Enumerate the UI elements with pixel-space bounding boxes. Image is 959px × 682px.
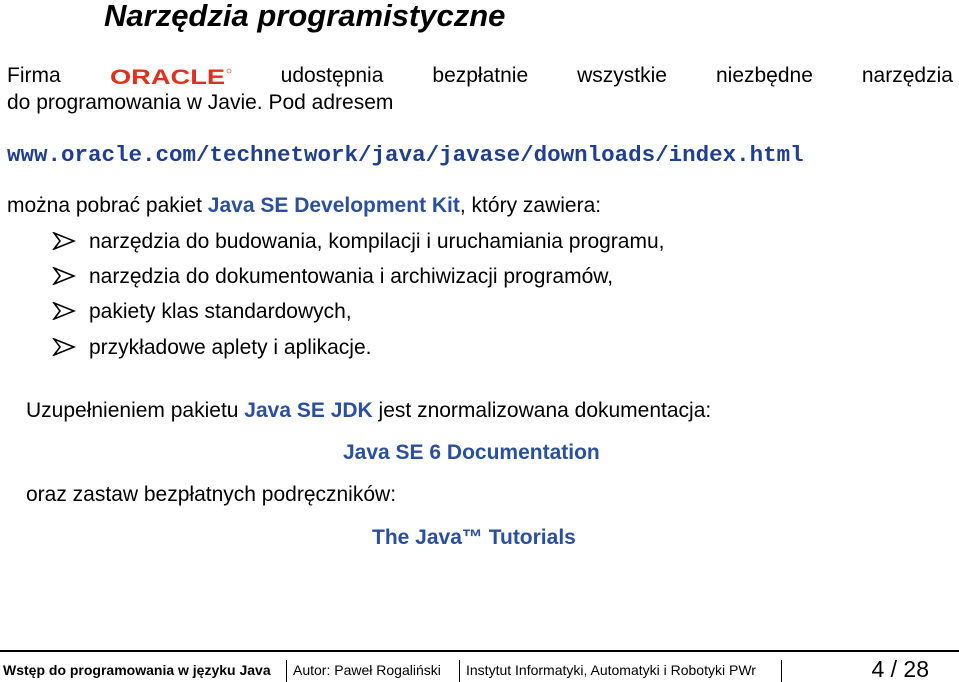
- jdk-line-post: , który zawiera:: [459, 194, 602, 217]
- jdk-line-pre: można pobrać pakiet: [7, 194, 208, 217]
- documentation-link[interactable]: Java SE 6 Documentation: [343, 441, 600, 464]
- list-item-text: przykładowe aplety i aplikacje.: [89, 336, 372, 359]
- intro-word-5: narzędzia: [861, 64, 953, 87]
- page-title: Narzędzia programistyczne: [104, 0, 506, 33]
- docs-line: [26, 398, 711, 424]
- intro-line-2: do programowania w Javie. Pod adresem: [7, 91, 394, 114]
- tutorials-link[interactable]: The Java™ Tutorials: [372, 526, 576, 549]
- list-item: [52, 335, 371, 361]
- list-item-text: narzędzia do budowania, kompilacji i uruchamiania programu,: [89, 230, 665, 253]
- footer-divider: [459, 660, 460, 682]
- intro-line-1: [7, 63, 953, 89]
- jdk-highlight: Java SE Development Kit: [207, 194, 460, 217]
- list-item-text: pakiety klas standardowych,: [89, 300, 352, 323]
- list-item: [52, 299, 352, 325]
- tutorials-line: oraz zastaw bezpłatnych podręczników:: [26, 483, 397, 506]
- list-item: [52, 264, 613, 290]
- intro-word-2: bezpłatnie: [432, 64, 529, 87]
- oracle-logo: [110, 65, 232, 87]
- intro-word-3: wszystkie: [577, 64, 667, 87]
- jdk-short-highlight: Java SE JDK: [244, 399, 373, 422]
- intro-word-1: udostępnia: [280, 64, 384, 87]
- arrow-bullet-icon: [52, 232, 76, 250]
- footer-institute: Instytut Informatyki, Automatyki i Robotyki PWr: [466, 662, 756, 678]
- list-item: [52, 229, 664, 255]
- intro-word-4: niezbędne: [715, 64, 813, 87]
- footer-course: Wstęp do programowania w języku Java: [3, 662, 271, 678]
- footer-divider: [286, 660, 287, 682]
- footer: [0, 650, 959, 682]
- footer-divider: [781, 660, 782, 682]
- jdk-line: [7, 193, 601, 219]
- oracle-logo-text: ORACLE: [109, 66, 225, 87]
- arrow-bullet-icon: [52, 302, 76, 320]
- intro-firma: Firma: [7, 64, 61, 87]
- download-url-link[interactable]: www.oracle.com/technetwork/java/javase/downloads/index.html: [7, 142, 804, 168]
- arrow-bullet-icon: [52, 267, 76, 285]
- list-item-text: narzędzia do dokumentowania i archiwizacji programów,: [89, 265, 614, 288]
- docs-line-post: jest znormalizowana dokumentacja:: [372, 399, 712, 422]
- page-number: 4 / 28: [871, 656, 929, 682]
- arrow-bullet-icon: [52, 338, 76, 356]
- docs-line-pre: Uzupełnieniem pakietu: [26, 399, 245, 422]
- footer-author: Autor: Paweł Rogaliński: [293, 662, 441, 678]
